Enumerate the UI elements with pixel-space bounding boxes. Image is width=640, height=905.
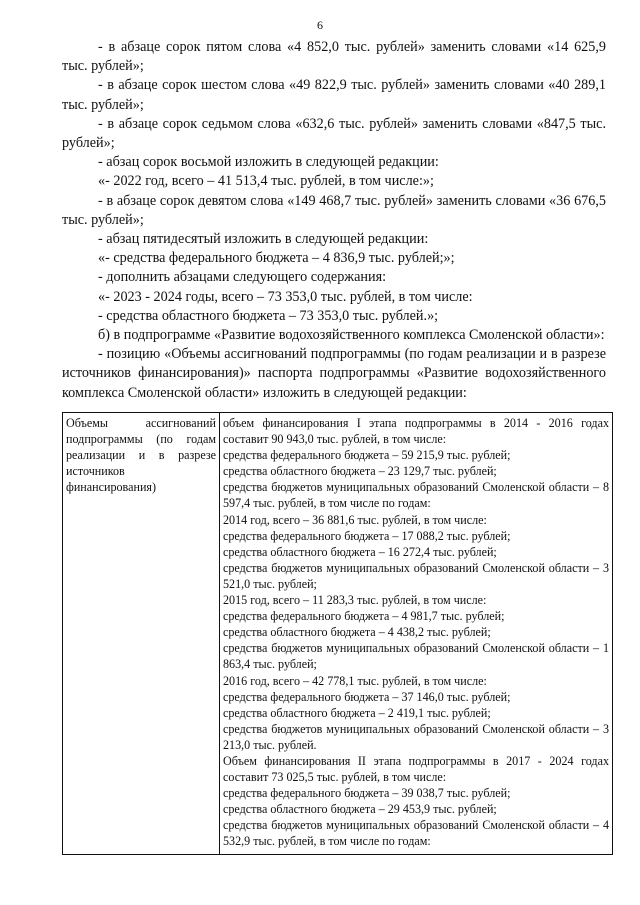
value-line: средства областного бюджета – 29 453,9 тыс. рублей; xyxy=(223,802,497,817)
value-line: средства бюджетов муниципальных образований Смоленской области – 4 532,9 тыс. рублей, в том числе по годам: xyxy=(223,818,609,849)
paragraph: - абзац пятидесятый изложить в следующей редакции: xyxy=(98,231,429,248)
value-line: средства областного бюджета – 2 419,1 тыс. рублей; xyxy=(223,705,491,720)
value-line: средства федерального бюджета – 37 146,0 тыс. рублей; xyxy=(223,689,511,704)
paragraph: б) в подпрограмме «Развитие водохозяйственного комплекса Смоленской области»: xyxy=(98,327,605,344)
value-line: 2015 год, всего – 11 283,3 тыс. рублей, в том числе: xyxy=(223,593,487,608)
paragraph: - в абзаце сорок пятом слова «4 852,0 тыс. рублей» заменить словами «14 625,9 тыс. рублей»; xyxy=(62,39,606,75)
paragraph: - в абзаце сорок седьмом слова «632,6 тыс. рублей» заменить словами «847,5 тыс. рублей»; xyxy=(62,115,606,152)
value-line: средства федерального бюджета – 59 215,9 тыс. рублей; xyxy=(223,448,511,463)
paragraph: - абзац сорок восьмой изложить в следующей редакции: xyxy=(98,154,439,171)
paragraph: «- 2023 - 2024 годы, всего – 73 353,0 тыс. рублей, в том числе: xyxy=(98,288,473,305)
paragraph: - средства областного бюджета – 73 353,0 тыс. рублей.»; xyxy=(98,307,439,324)
value-line: объем финансирования I этапа подпрограммы в 2014 - 2016 годах составит 90 943,0 тыс. рублей, в том числе: xyxy=(223,416,609,447)
table-label-cell xyxy=(63,413,220,855)
paragraph: «- средства федерального бюджета – 4 836,9 тыс. рублей;»; xyxy=(98,250,455,267)
paragraph: - позицию «Объемы ассигнований подпрограммы (по годам реализации и в разрезе источников финансирования)» паспорта подпрограммы «Развитие водохозяйственного комплекса Смоленской области» изложить в следующей редакции: xyxy=(62,346,606,401)
table-value-cell xyxy=(220,413,613,855)
page-number: 6 xyxy=(317,18,323,32)
value-line: средства бюджетов муниципальных образований Смоленской области – 8 597,4 тыс. рублей, в том числе по годам: xyxy=(223,480,609,511)
value-line: средства федерального бюджета – 17 088,2 тыс. рублей; xyxy=(223,528,511,543)
paragraph: - в абзаце сорок шестом слова «49 822,9 тыс. рублей» заменить словами «40 289,1 тыс. рублей»; xyxy=(62,77,606,113)
paragraph: «- 2022 год, всего – 41 513,4 тыс. рублей, в том числе:»; xyxy=(98,173,434,190)
paragraph: - в абзаце сорок девятом слова «149 468,7 тыс. рублей» заменить словами «36 676,5 тыс. рублей»; xyxy=(62,192,606,228)
value-line: Объем финансирования II этапа подпрограммы в 2017 - 2024 годах составит 73 025,5 тыс. рублей, в том числе: xyxy=(223,753,609,785)
value-line: 2014 год, всего – 36 881,6 тыс. рублей, в том числе: xyxy=(223,512,487,527)
value-line: 2016 год, всего – 42 778,1 тыс. рублей, в том числе: xyxy=(223,673,487,688)
value-line: средства бюджетов муниципальных образований Смоленской области – 3 213,0 тыс. рублей. xyxy=(223,721,609,752)
label-text: Объемы ассигнований подпрограммы (по годам реализации и в разрезе источников финансирования) xyxy=(66,416,216,495)
allocation-table xyxy=(62,412,613,855)
value-line: средства федерального бюджета – 4 981,7 тыс. рублей; xyxy=(223,609,505,624)
document-body xyxy=(62,38,606,403)
paragraph: - дополнить абзацами следующего содержания: xyxy=(98,269,387,286)
value-line: средства бюджетов муниципальных образований Смоленской области – 1 863,4 тыс. рублей; xyxy=(223,641,609,672)
value-line: средства бюджетов муниципальных образований Смоленской области – 3 521,0 тыс. рублей; xyxy=(223,560,609,591)
value-line: средства областного бюджета – 23 129,7 тыс. рублей; xyxy=(223,464,497,479)
value-line: средства областного бюджета – 4 438,2 тыс. рублей; xyxy=(223,625,491,640)
table-row xyxy=(63,413,613,855)
value-line: средства федерального бюджета – 39 038,7 тыс. рублей; xyxy=(223,786,511,801)
value-line: средства областного бюджета – 16 272,4 тыс. рублей; xyxy=(223,544,497,559)
